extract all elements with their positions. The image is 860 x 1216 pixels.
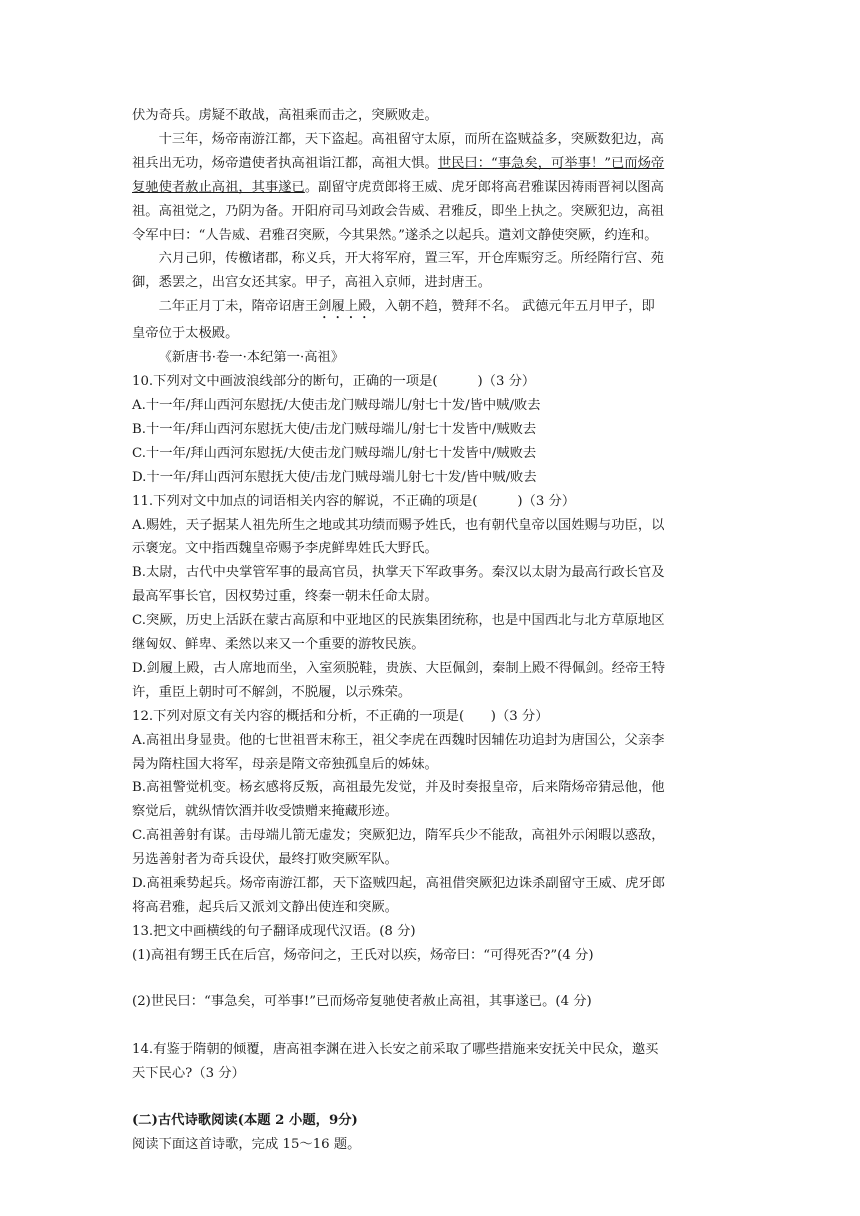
option-12c-cont: 另选善射者为奇兵设伏，最终打败突厥军队。	[132, 852, 398, 868]
source-citation: 《新唐书·卷一·本纪第一·高祖》	[158, 350, 345, 366]
option-12d-cont: 将高君雅，起兵后又派刘文静出使连和突厥。	[132, 900, 398, 915]
option-11c-cont: 继匈奴、鲜卑、柔然以来又一个重要的游牧民族。	[132, 637, 425, 653]
answer-space	[132, 1085, 759, 1109]
passage-line: 十三年，炀帝南游江都，天下盗起。高祖留守太原，而所在盗贼益多，突厥数犯边，高	[158, 131, 664, 147]
passage-text: 祖兵出无功，炀帝遣使者执高祖诣江都，高祖大惧。	[132, 155, 438, 171]
passage-line	[132, 152, 759, 176]
question-11: 11.下列对文中加点的词语相关内容的解说，不正确的项是( )（3 分）	[132, 493, 576, 509]
underlined-sentence: 复驰使者赦止高祖，其事遂已	[132, 179, 305, 195]
passage-line: 御，悉罢之，出宫女还其家。甲子，高祖入京师，进封唐王。	[132, 275, 492, 291]
option-12a: A.高祖出身显贵。他的七世祖晋末称王，祖父李虎在西魏时因辅佐功追封为唐国公，父亲李	[132, 732, 665, 748]
option-12c: C.高祖善射有谋。击母端儿箭无虚发；突厥犯边，隋军兵少不能敌，高祖外示闲暇以惑敌，	[132, 828, 665, 844]
option-12a-cont: 昺为隋柱国大将军，母亲是隋文帝独孤皇后的姊妹。	[132, 756, 438, 772]
underlined-sentence: 世民曰：“事急矣，可举事！”已而炀帝	[437, 155, 665, 171]
passage-text: 二年正月丁未，隋帝诏唐王	[158, 299, 319, 315]
passage-line: 皇帝位于太极殿。	[132, 326, 239, 342]
option-10b: B.十一年/拜山西河东慰抚大使/击龙门贼母端儿/射七十发皆中/贼败去	[132, 421, 537, 437]
question-13: 13.把文中画横线的句子翻译成现代汉语。(8 分)	[132, 923, 416, 939]
dotted-term: 剑履上殿	[318, 299, 372, 315]
passage-line: 祖。高祖觉之，乃阴为备。开阳府司马刘政会告威、君雅反，即坐上执之。突厥犯边，高祖	[132, 203, 664, 219]
option-11c: C.突厥，历史上活跃在蒙古高原和中亚地区的民族集团统称，也是中国西北与北方草原地区	[132, 613, 665, 629]
option-11a-cont: 示褒宠。文中指西魏皇帝赐予李虎鲜卑姓氏大野氏。	[132, 541, 438, 557]
question-10: 10.下列对文中画波浪线部分的断句，正确的一项是( )（3 分）	[132, 374, 536, 390]
question-14-cont: 天下民心?（3 分）	[132, 1065, 245, 1081]
option-12b: B.高祖警觉机变。杨玄感将反叛，高祖最先发觉，并及时奏报皇帝，后来隋炀帝猜忌他，他	[132, 780, 665, 796]
option-11b-cont: 最高军事长官，因权势过重，终秦一朝未任命太尉。	[132, 589, 438, 605]
option-12d: D.高祖乘势起兵。炀帝南游江都，天下盗贼四起，高祖借突厥犯边诛杀副留守王威、虎牙郎	[132, 876, 665, 892]
question-12: 12.下列对原文有关内容的概括和分析，不正确的一项是( )（3 分）	[132, 708, 549, 724]
passage-text: 。副留守虎贲郎将王威、虎牙郎将高君雅谋因祷雨晋祠以图高	[304, 179, 664, 195]
section-heading: (二)古代诗歌阅读(本题 2 小题，9分)	[132, 1113, 358, 1129]
option-11d: D.剑履上殿，古人席地而坐，入室须脱鞋，贵族、大臣佩剑，秦制上殿不得佩剑。经帝王特	[132, 660, 665, 676]
answer-space	[132, 968, 759, 990]
option-11d-cont: 许，重臣上朝时可不解剑，不脱履，以示殊荣。	[132, 684, 412, 700]
option-11a: A.赐姓，天子据某人祖先所生之地或其功绩而赐予姓氏，也有朝代皇帝以国姓赐与功臣，以	[132, 517, 665, 533]
passage-line: 令军中曰：“人告威、君雅召突厥，今其果然。”遂杀之以起兵。遣刘文静使突厥，约连和。	[132, 227, 658, 243]
passage-line	[132, 295, 759, 322]
answer-space	[132, 1014, 759, 1038]
passage-line	[132, 176, 759, 200]
section-intro: 阅读下面这首诗歌，完成 15～16 题。	[132, 1137, 361, 1153]
option-12b-cont: 察觉后，就纵情饮酒并收受馈赠来掩藏形迹。	[132, 804, 398, 820]
option-10d: D.十一年/拜山西河东慰抚大使/击龙门贼母端儿射七十发/皆中贼/败去	[132, 469, 537, 485]
option-11b: B.太尉，古代中央掌管军事的最高官员，执掌天下军政事务。秦汉以太尉为最高行政长官及	[132, 565, 665, 581]
option-10c: C.十一年/拜山西河东慰抚/大使击龙门贼母端儿/射七十发皆中/贼败去	[132, 445, 537, 461]
passage-line: 六月己卯，传檄诸郡，称义兵，开大将军府，置三军，开仓库赈穷乏。所经隋行宫、苑	[158, 251, 664, 267]
document-page	[132, 104, 759, 1157]
question-13-part2: (2)世民曰：“事急矣，可举事!”已而炀帝复驰使者赦止高祖，其事遂已。(4 分)	[132, 993, 592, 1009]
passage-text: ，入朝不趋，赞拜不名。 武德元年五月甲子，即	[371, 299, 655, 315]
question-14: 14.有鉴于隋朝的倾覆，唐高祖李渊在进入长安之前采取了哪些措施来安抚关中民众，邀买	[132, 1041, 659, 1057]
passage-line: 伏为奇兵。虏疑不敢战，高祖乘而击之，突厥败走。	[132, 108, 438, 123]
option-10a: A.十一年/拜山西河东慰抚/大使击龙门贼母端儿/射七十发/皆中贼/败去	[132, 397, 541, 413]
question-13-part1: (1)高祖有甥王氏在后宫，炀帝问之，王氏对以疾，炀帝曰：“可得死否?”(4 分)	[132, 947, 594, 963]
